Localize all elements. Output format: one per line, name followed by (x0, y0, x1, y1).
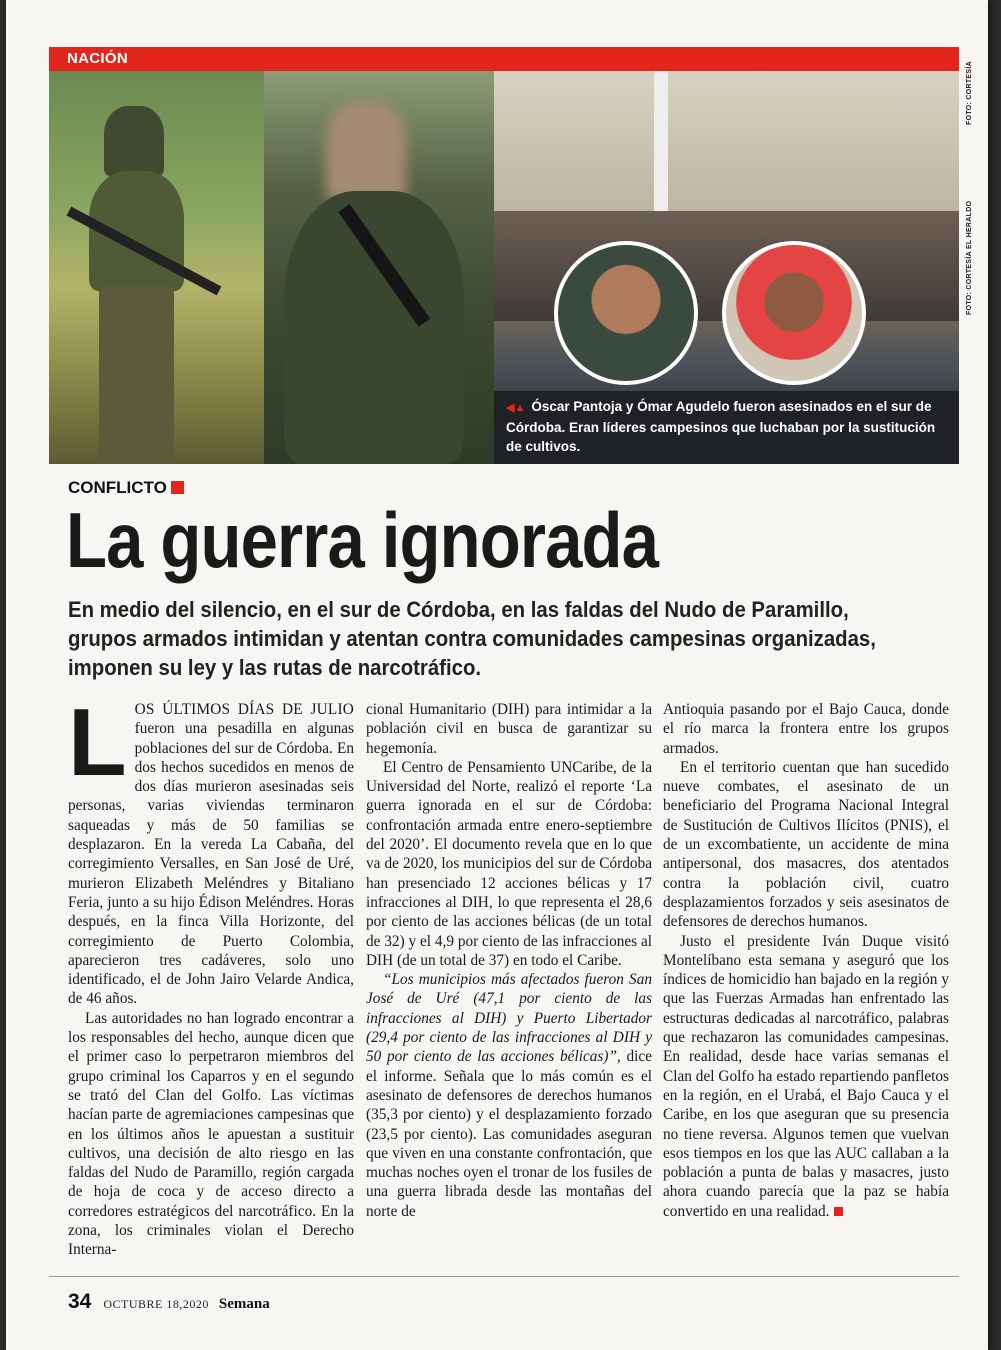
page-footer (68, 1290, 270, 1314)
caption-text: Óscar Pantoja y Ómar Agudelo fueron asesinados en el sur de Córdoba. Eran líderes campesinos que luchaban por la sustitución de cultivos. (506, 399, 936, 454)
headline: La guerra ignorada (66, 496, 659, 584)
community-photo (494, 71, 959, 464)
magazine-name: Semana (218, 1296, 270, 1312)
footer-rule (49, 1276, 959, 1277)
paragraph-6-text: Justo el presidente Iván Duque visitó Montelíbano esta semana y aseguró que los índices de homicidio han bajado en la región y que las Fuerzas Armadas han enfrentado las estructuras dedicadas al narcotráfico, palabras que rechazaron las comunidades campesinas. En realidad, desde hace varias semanas el Clan del Golfo ha estado repartiendo panfletos en la región, en el Urabá, el Bajo Cauca y el Caribe, en los que aseguran que su presencia no tiene reversa. Algunos temen que vuelvan esos tiempos en los que las AUC callaban a la población a punta de balas y masacres, justo ahora cuando parecía que la paz se había convertido en una realidad. (663, 932, 949, 1220)
drop-cap: L (68, 689, 127, 796)
photo-credit-2: FOTO: CORTESÍA EL HERALDO (966, 200, 973, 315)
paragraph-4-text: dice el informe. Señala que lo más común es el asesinato de defensores de derechos humanos (35,3 por ciento) y el desplazamiento forzado (23,5 por ciento). Las comunidades aseguran que viven en una constante confrontación, que muchas noches oyen el tronar de los fusiles de una guerra librada desde las montañas del norte de (366, 1048, 652, 1220)
portrait-omar-agudelo (722, 241, 866, 385)
paragraph-1 (68, 689, 354, 1009)
quote: “Los municipios más afectados fueron San José de Uré (47,1 por ciento de las infracciones al DIH) y Puerto Libertador (29,4 por ciento de las infracciones al DIH y 50 por ciento de las acciones bélicas)”, (366, 971, 652, 1066)
issue-date: OCTUBRE 18,2020 (103, 1297, 209, 1311)
column-2 (366, 700, 652, 1221)
paragraph-6 (663, 932, 949, 1221)
soldier-photo-center (264, 71, 494, 464)
photo-collage (49, 71, 959, 464)
column-1 (68, 689, 354, 1260)
page-number: 34 (68, 1290, 92, 1313)
paragraph-1-text: fueron una pesadilla en algunas poblaciones del sur de Córdoba. En dos hechos sucedidos en menos de dos días murieron asesinadas seis personas, varias viviendas terminaron saqueadas y más de 50 familias se desplazaron. En la vereda La Cabaña, del corregimiento Versalles, en San José de Uré, murieron Elizabeth Meléndres y Bitaliano Feria, junto a su hijo Édison Meléndres. Horas después, en la finca Villa Horizonte, del corregimiento de Puerto Colombia, aparecieron tres cadáveres, solo uno identificado, el de John Jairo Velarde Andica, de 46 años. (68, 720, 354, 1008)
section-bar (49, 47, 959, 71)
paragraph-2-cont: cional Humanitario (DIH) para intimidar a la población civil en busca de garantizar su hegemonía. (366, 701, 652, 757)
lead-caps: OS ÚLTIMOS DÍAS DE JULIO (134, 701, 354, 718)
section-label: NACIÓN (67, 50, 128, 67)
portrait-oscar-pantoja (554, 241, 698, 385)
paragraph-5: En el territorio cuentan que han sucedido nueve combates, el asesinato de un beneficiario del Programa Nacional Integral de Sustitución de Cultivos Ilícitos (PNIS), el de un excombatiente, un accidente de mina antipersonal, dos masacres, dos atentados contra la población civil, cuatro desplazamientos forzados y seis asesinatos de defensores de derechos humanos. (663, 758, 949, 931)
kicker-text: CONFLICTO (68, 478, 167, 497)
photo-credit-1: FOTO: CORTESÍA (966, 61, 973, 125)
magazine-page (6, 0, 988, 1350)
soldier-photo-left (49, 71, 264, 464)
paragraph-4-cont: Antioquia pasando por el Bajo Cauca, donde el río marca la frontera entre los grupos armados. (663, 701, 949, 757)
paragraph-3: El Centro de Pensamiento UNCaribe, de la Universidad del Norte, realizó el reporte ‘La guerra ignorada en el sur de Córdoba: confrontación armada entre enero-septiembre del 2020’. El documento revela que en lo que va de 2020, los municipios del sur de Córdoba han presenciado 12 acciones bélicas y 17 infracciones al DIH, lo que representa el 28,6 por ciento de las acciones bélicas (de un total de 32) y el 4,9 por ciento de las infracciones al DIH (de un total de 37) en todo el Caribe. (366, 758, 652, 969)
paragraph-2: Las autoridades no han logrado encontrar a los responsables del hecho, aunque dicen que el primer caso lo perpetraron miembros del grupo criminal los Caparros y en el segundo se trató del Clan del Golfo. Las víctimas hacían parte de agremiaciones campesinas que en los últimos años le apuestan a sustituir cultivos, una decisión de alto riesgo en las faldas del Nudo de Paramillo, región cargada de hoja de coca y de acceso directo a corredores estratégicos del narcotráfico. En la zona, los criminales violan el Derecho Interna- (68, 1009, 354, 1259)
deck: En medio del silencio, en el sur de Córdoba, en las faldas del Nudo de Paramillo, grupos armados intimidan y atentan contra comunidades campesinas organizadas, imponen su ley y las rutas de narcotráfico. (68, 597, 876, 680)
photo-caption (494, 391, 959, 464)
caption-arrows-icon: ◀▲ (506, 402, 526, 414)
end-mark-icon (834, 1207, 843, 1216)
column-3 (663, 700, 949, 1221)
paragraph-4 (366, 970, 652, 1221)
